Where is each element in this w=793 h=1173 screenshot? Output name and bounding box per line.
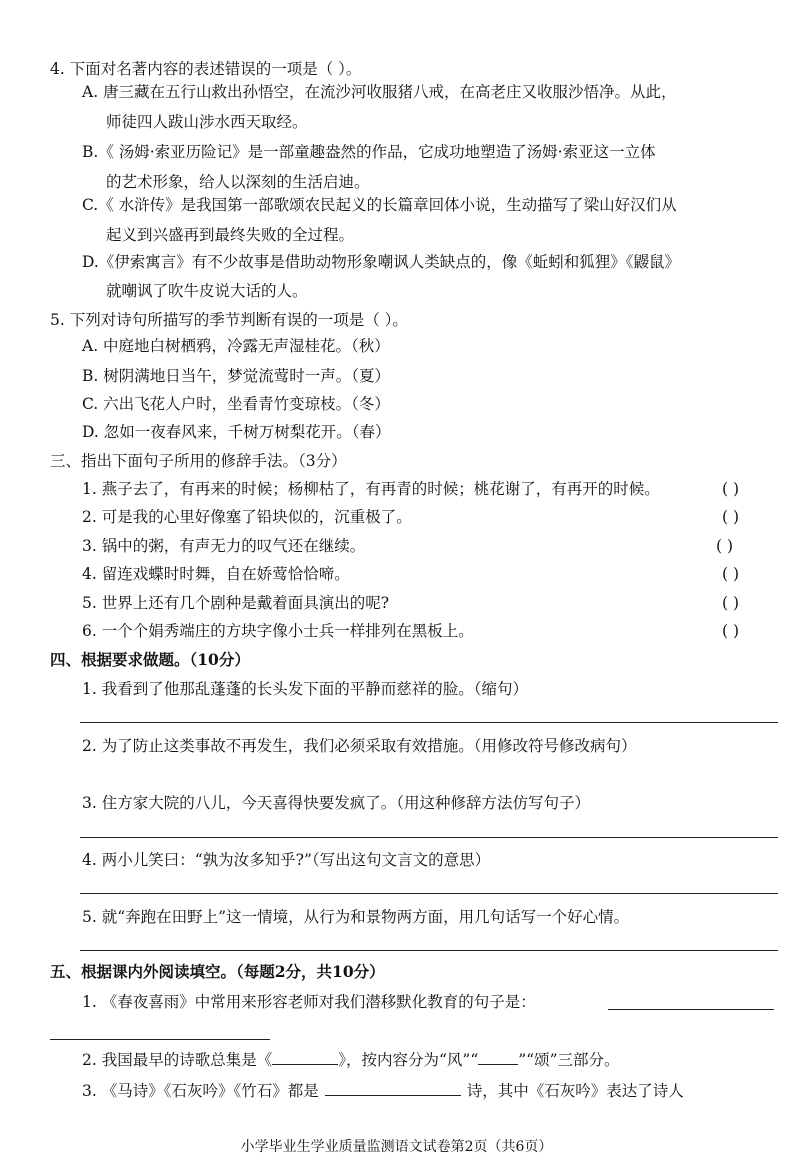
s5-question-1: 1. 《春夜喜雨》中常用来形容老师对我们潜移默化教育的句子是： bbox=[82, 993, 536, 1011]
s4-question-3: 3. 住方家大院的八儿，今天喜得快要发疯了。（用这种修辞方法仿写句子） bbox=[82, 794, 590, 812]
q4-option-c-line2: 起义到兴盛再到最终失败的全过程。 bbox=[106, 226, 355, 244]
q4-option-d-line2: 就嘲讽了吹牛皮说大话的人。 bbox=[106, 282, 308, 300]
s4-answer-line-5[interactable] bbox=[80, 950, 778, 951]
q4-option-c-line1: C.《 水浒传》是我国第一部歌颂农民起义的长篇章回体小说，生动描写了梁山好汉们从 bbox=[82, 196, 677, 214]
q4-option-b-line2: 的艺术形象，给人以深刻的生活启迪。 bbox=[106, 173, 370, 191]
s3-item-3: 3. 锅中的粥，有声无力的叹气还在继续。 bbox=[82, 537, 366, 555]
q4-option-d-line1: D.《伊索寓言》有不少故事是借助动物形象嘲讽人类缺点的，像《蚯蚓和狐狸》《鼹鼠》 bbox=[82, 253, 681, 271]
s5-q2-part3: ”“颂”三部分。 bbox=[518, 1051, 620, 1069]
s5-q2-part1: 2. 我国最早的诗歌总集是《 bbox=[82, 1051, 273, 1069]
s5-q3-part1: 3. 《马诗》《石灰吟》《竹石》都是 bbox=[82, 1082, 319, 1100]
s5-blank-2b[interactable] bbox=[478, 1050, 518, 1065]
section-3-title: 三、指出下面句子所用的修辞手法。（3分） bbox=[50, 452, 347, 470]
s3-answer-5[interactable]: ( ) bbox=[722, 594, 740, 612]
s3-item-2: 2. 可是我的心里好像塞了铅块似的，沉重极了。 bbox=[82, 508, 412, 526]
s5-question-2 bbox=[82, 1050, 620, 1070]
s3-answer-1[interactable]: ( ) bbox=[722, 480, 740, 498]
s5-blank-3[interactable] bbox=[325, 1081, 461, 1096]
page-footer: 小学毕业生学业质量监测语文试卷第2页（共6页） bbox=[240, 1139, 553, 1155]
s3-item-5: 5. 世界上还有几个剧种是戴着面具演出的呢? bbox=[82, 594, 390, 612]
s3-item-6: 6. 一个个娟秀端庄的方块字像小士兵一样排列在黑板上。 bbox=[82, 622, 474, 640]
q5-option-c: C. 六出飞花人户时，坐看青竹变琼枝。（冬） bbox=[82, 395, 390, 413]
s4-answer-line-1[interactable] bbox=[80, 722, 778, 723]
s3-answer-6[interactable]: ( ) bbox=[722, 622, 740, 640]
s5-q2-part2: 》，按内容分为“风”“ bbox=[338, 1051, 479, 1069]
q5-option-a: A. 中庭地白树栖鸦，冷露无声湿桂花。（秋） bbox=[82, 337, 390, 355]
s4-answer-line-3[interactable] bbox=[80, 837, 778, 838]
q5-option-d: D. 忽如一夜春风来，千树万树梨花开。（春） bbox=[82, 423, 391, 441]
q4-stem: 4. 下面对名著内容的表述错误的一项是（ ）。 bbox=[50, 60, 362, 78]
q5-option-b: B. 树阴满地日当午，梦觉流莺时一声。（夏） bbox=[82, 367, 390, 385]
s5-q3-part2: 诗，其中《石灰吟》表达了诗人 bbox=[466, 1082, 684, 1100]
s3-answer-4[interactable]: ( ) bbox=[722, 565, 740, 583]
s5-blank-1b[interactable] bbox=[50, 1039, 270, 1040]
q4-option-b-line1: B.《 汤姆·索亚历险记》是一部童趣盎然的作品，它成功地塑造了汤姆·索亚这一立体 bbox=[82, 143, 656, 161]
s4-question-4: 4. 两小儿笑曰：“孰为汝多知乎?”（写出这句文言文的意思） bbox=[82, 851, 491, 869]
q4-option-a-line1: A. 唐三藏在五行山救出孙悟空，在流沙河收服猪八戒，在高老庄又收服沙悟净。从此， bbox=[82, 83, 677, 101]
s5-blank-2a[interactable] bbox=[272, 1050, 338, 1065]
s3-item-1: 1. 燕子去了，有再来的时候；杨柳枯了，有再青的时候；桃花谢了，有再开的时候。 bbox=[82, 480, 660, 498]
s4-answer-line-4[interactable] bbox=[80, 893, 778, 894]
s3-item-4: 4. 留连戏蝶时时舞，自在娇莺恰恰啼。 bbox=[82, 565, 350, 583]
s4-question-2: 2. 为了防止这类事故不再发生，我们必须采取有效措施。（用修改符号修改病句） bbox=[82, 737, 637, 755]
s3-answer-3[interactable]: ( ) bbox=[716, 537, 734, 555]
s5-question-3 bbox=[82, 1081, 684, 1101]
q5-stem: 5. 下列对诗句所描写的季节判断有误的一项是（ ）。 bbox=[50, 311, 408, 329]
s4-question-1: 1. 我看到了他那乱蓬蓬的长头发下面的平静而慈祥的脸。（缩句） bbox=[82, 680, 528, 698]
q4-option-a-line2: 师徒四人跋山涉水西天取经。 bbox=[106, 113, 308, 131]
s3-answer-2[interactable]: ( ) bbox=[722, 508, 740, 526]
s4-question-5: 5. 就“奔跑在田野上”这一情境，从行为和景物两方面，用几句话写一个好心情。 bbox=[82, 908, 630, 926]
s5-blank-1a[interactable] bbox=[608, 1009, 774, 1010]
section-4-title: 四、根据要求做题。（10分） bbox=[50, 650, 250, 669]
section-5-title: 五、根据课内外阅读填空。（每题2分，共10分） bbox=[50, 962, 385, 981]
